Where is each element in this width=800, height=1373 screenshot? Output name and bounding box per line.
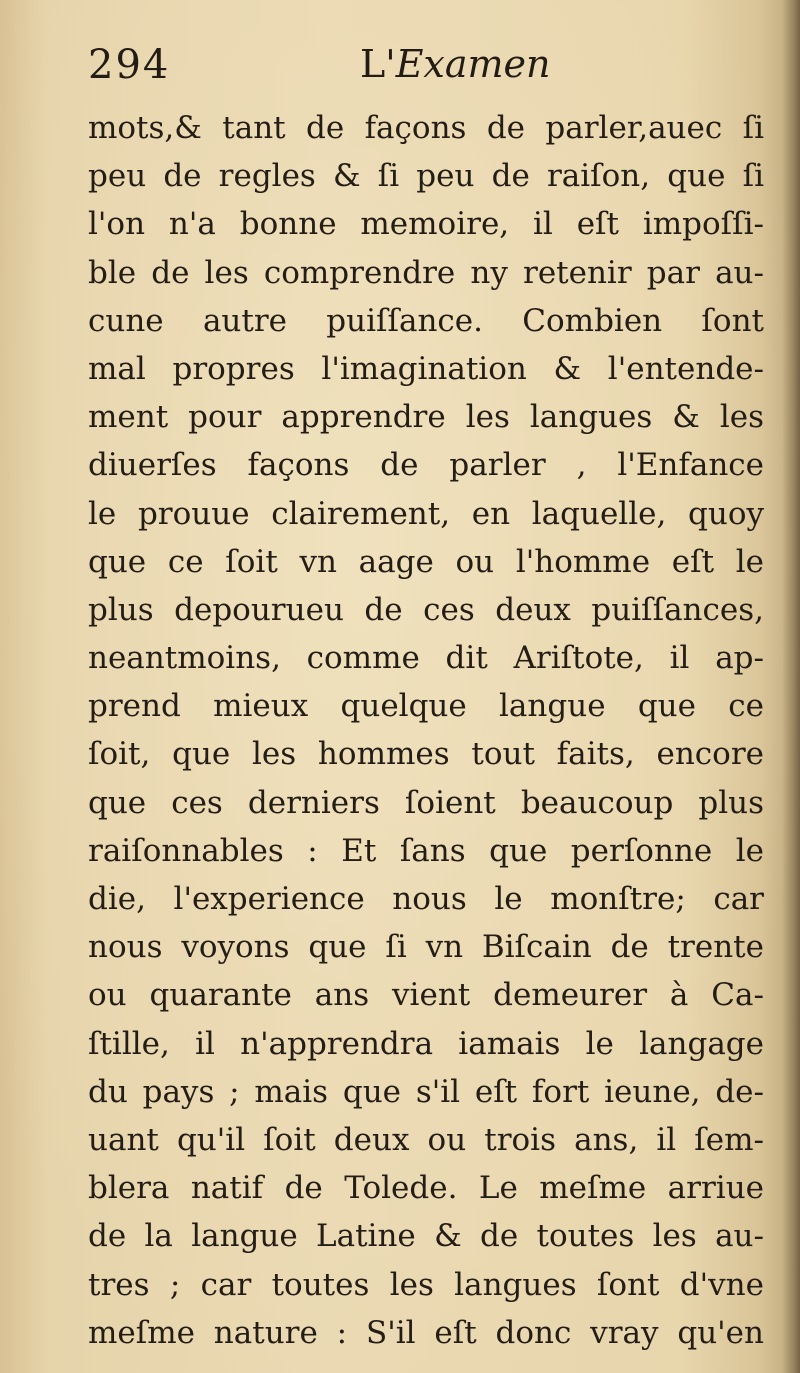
text-line: meſme nature : S'il eſt donc vray qu'en (88, 1314, 764, 1351)
text-line: prend mieux quelque langue que ce (88, 688, 764, 725)
running-head-title: Examen (395, 42, 551, 86)
page-header (88, 42, 708, 102)
text-line: de la langue Latine & de toutes les au- (88, 1218, 764, 1255)
text-line: diuerſes façons de parler , l'Enfance (88, 447, 764, 484)
text-line: die, l'experience nous le monſtre; car (88, 881, 764, 917)
text-line: le prouue clairement, en laquelle, quoy (88, 495, 764, 532)
text-line: que ces derniers ſoient beaucoup plus (88, 784, 764, 821)
text-line: mal propres l'imagination & l'entende- (88, 350, 764, 387)
text-line: mots,& tant de façons de parler,auec ſi (88, 110, 764, 146)
text-line: ble de les comprendre ny retenir par au- (88, 254, 764, 291)
text-line: blera natif de Tolede. Le meſme arriue (88, 1170, 764, 1207)
text-line: raiſonnables : Et ſans que perſonne le (88, 832, 764, 869)
text-line: neantmoins, comme dit Ariſtote, il ap- (88, 640, 764, 677)
running-head-initial: L' (360, 42, 396, 86)
text-line: nous voyons que ſi vn Biſcain de trente (88, 929, 764, 966)
text-line: plus depourueu de ces deux puiſſances, (88, 591, 764, 628)
text-line: du pays ; mais que s'il eſt fort ieune, de- (88, 1073, 764, 1110)
body-text (88, 104, 764, 1357)
running-head (360, 42, 551, 86)
text-line: ou quarante ans vient demeurer à Ca- (88, 977, 764, 1014)
text-line: peu de regles & ſi peu de raiſon, que ſi (88, 158, 764, 195)
text-line: tres ; car toutes les langues ſont d'vne (88, 1266, 764, 1303)
text-line: ſoit, que les hommes tout faits, encore (88, 736, 764, 773)
text-line: uant qu'il ſoit deux ou trois ans, il ſem- (88, 1121, 764, 1158)
text-line: l'on n'a bonne memoire, il eſt impoſſi- (88, 206, 764, 243)
text-line: ſtille, il n'apprendra iamais le langage (88, 1025, 764, 1062)
text-line: ment pour apprendre les langues & les (88, 399, 764, 436)
page-number: 294 (88, 42, 171, 88)
text-line: que ce ſoit vn aage ou l'homme eſt le (88, 543, 764, 580)
text-line: cune autre puiſſance. Combien ſont (88, 302, 764, 339)
